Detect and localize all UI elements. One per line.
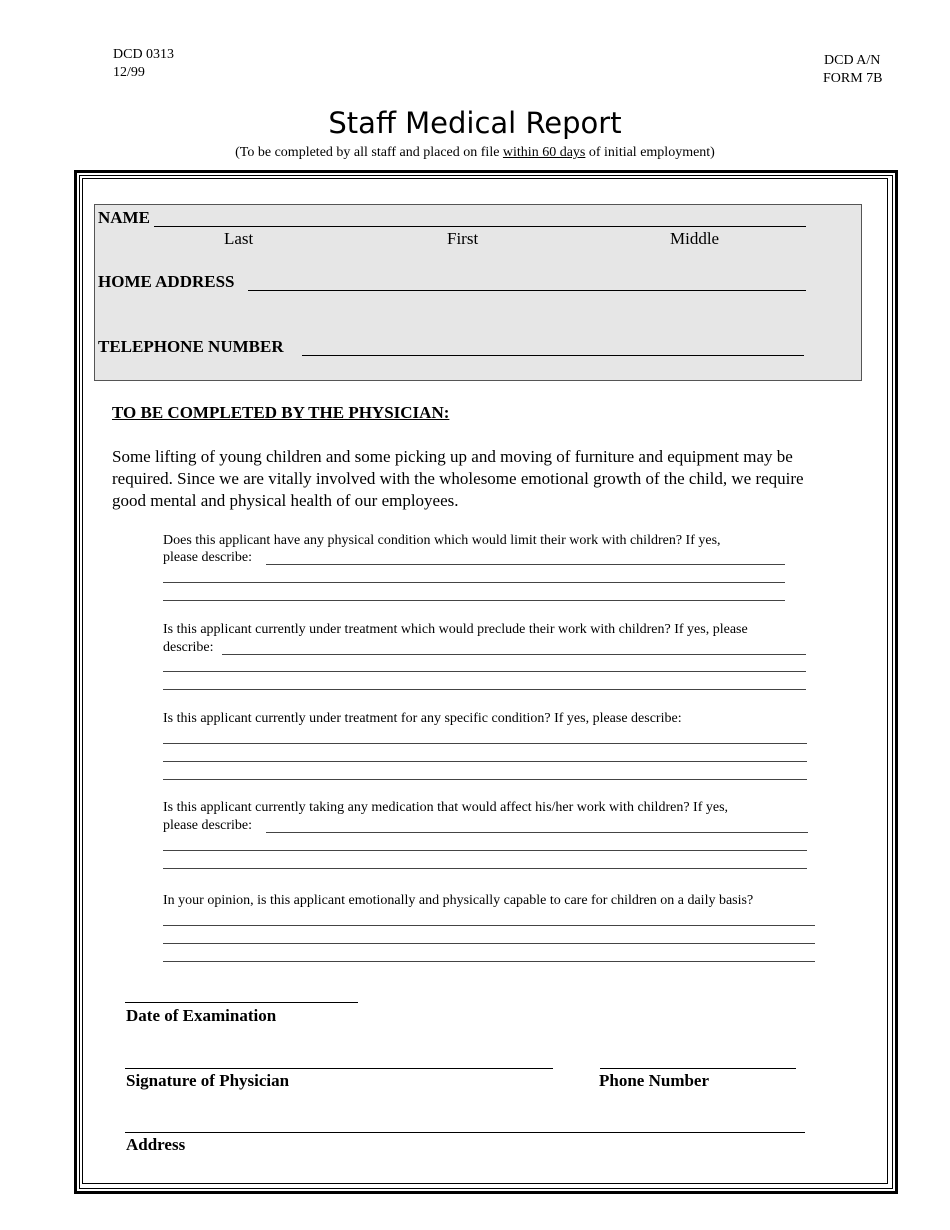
- question-3-text: Is this applicant currently under treatment for any specific condition? If yes, please describe:: [163, 711, 682, 726]
- question-1-answer-line[interactable]: [266, 564, 785, 565]
- form-code: DCD 0313: [113, 47, 175, 62]
- page-title: Staff Medical Report: [328, 106, 622, 140]
- question-5-answer-line[interactable]: [163, 943, 815, 944]
- question-4-answer-line[interactable]: [163, 868, 807, 869]
- physician-section-heading: TO BE COMPLETED BY THE PHYSICIAN:: [112, 403, 450, 422]
- subtitle-deadline: within 60 days: [502, 145, 586, 160]
- phone-number-label: Phone Number: [599, 1071, 710, 1090]
- question-2-answer-line[interactable]: [163, 689, 806, 690]
- form-ref-line2: FORM 7B: [823, 71, 883, 86]
- name-first-caption: First: [447, 229, 479, 248]
- question-1-answer-line[interactable]: [163, 600, 785, 601]
- form-date: 12/99: [113, 65, 145, 80]
- subtitle-before: (To be completed by all staff and placed on file: [235, 145, 503, 160]
- question-1-text: Does this applicant have any physical condition which would limit their work with children? If yes,: [163, 533, 721, 548]
- subtitle-after: of initial employment): [585, 145, 715, 160]
- question-5-answer-line[interactable]: [163, 961, 815, 962]
- date-of-examination-field[interactable]: [125, 1002, 358, 1003]
- date-of-examination-label: Date of Examination: [126, 1006, 277, 1025]
- name-middle-caption: Middle: [670, 229, 720, 248]
- phone-number-field[interactable]: [600, 1068, 796, 1069]
- question-5-answer-line[interactable]: [163, 925, 815, 926]
- page-subtitle: [0, 145, 950, 161]
- question-5-text: In your opinion, is this applicant emotionally and physically capable to care for children on a daily basis?: [163, 893, 754, 908]
- question-3-answer-line[interactable]: [163, 743, 807, 744]
- question-4-answer-line[interactable]: [266, 832, 808, 833]
- name-field[interactable]: [154, 226, 806, 227]
- telephone-label: TELEPHONE NUMBER: [98, 337, 284, 356]
- physician-intro-paragraph: Some lifting of young children and some picking up and moving of furniture and equipment may be required. Since we are vitally involved with the wholesome emotional growth of the child, we require good mental and physical health of our employees.: [112, 447, 804, 510]
- question-2-prompt: describe:: [163, 640, 214, 655]
- telephone-field[interactable]: [302, 355, 804, 356]
- physician-signature-field[interactable]: [125, 1068, 553, 1069]
- name-label: NAME: [98, 208, 150, 227]
- question-1-prompt: please describe:: [163, 550, 253, 565]
- question-3-answer-line[interactable]: [163, 779, 807, 780]
- name-last-caption: Last: [224, 229, 254, 248]
- question-4-answer-line[interactable]: [163, 850, 807, 851]
- question-3-answer-line[interactable]: [163, 761, 807, 762]
- physician-address-label: Address: [126, 1135, 186, 1154]
- question-2-answer-line[interactable]: [163, 671, 806, 672]
- home-address-field[interactable]: [248, 290, 806, 291]
- form-ref-line1: DCD A/N: [824, 53, 881, 68]
- question-4-prompt: please describe:: [163, 818, 253, 833]
- question-1-answer-line[interactable]: [163, 582, 785, 583]
- question-2-answer-line[interactable]: [222, 654, 806, 655]
- physician-address-field[interactable]: [125, 1132, 805, 1133]
- physician-signature-label: Signature of Physician: [126, 1071, 290, 1090]
- question-2-text: Is this applicant currently under treatment which would preclude their work with children? If yes, please: [163, 622, 748, 637]
- home-address-label: HOME ADDRESS: [98, 272, 235, 291]
- question-4-text: Is this applicant currently taking any medication that would affect his/her work with children? If yes,: [163, 800, 729, 815]
